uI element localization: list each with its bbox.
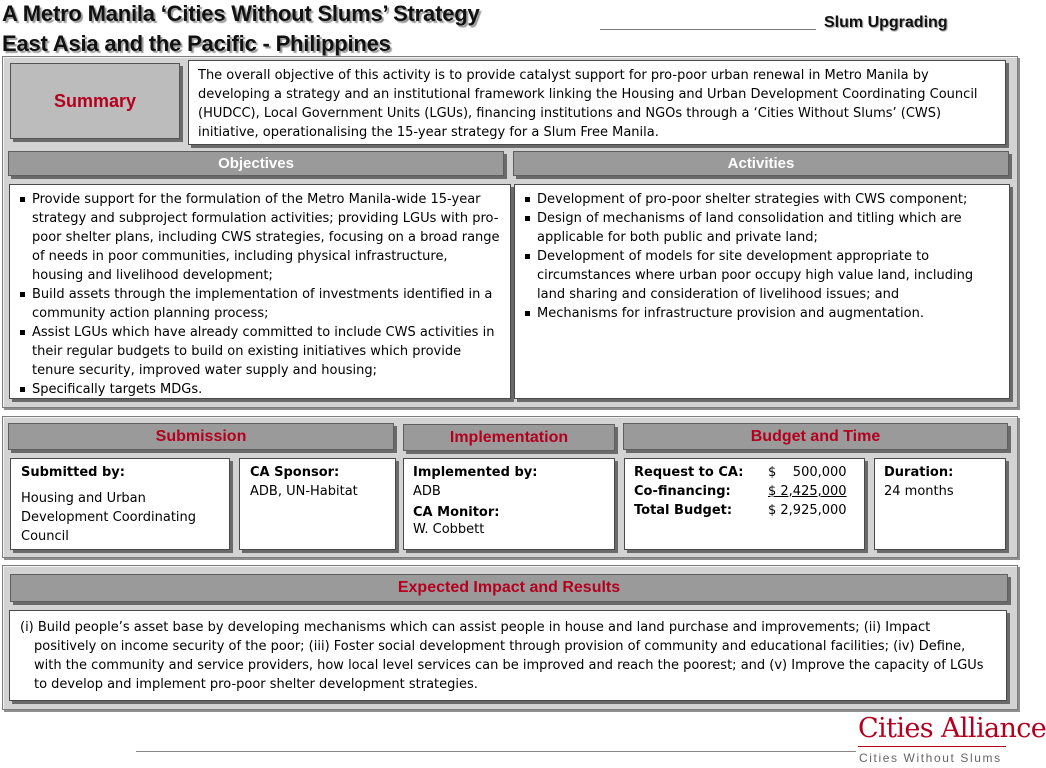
objectives-list (18, 190, 502, 399)
total-row (634, 501, 855, 520)
total-label: Total Budget: (634, 503, 733, 518)
cofinancing-value: $ 2,425,000 (768, 484, 847, 499)
budget-time-header: Budget and Time (623, 423, 1008, 450)
logo-tagline: Cities Without Slums (859, 751, 1002, 765)
activities-list (523, 190, 1001, 323)
objectives-header: Objectives (8, 151, 504, 176)
cities-alliance-logo: Cities Alliance (858, 713, 1046, 744)
submission-header: Submission (8, 423, 394, 450)
duration-label: Duration: (884, 465, 954, 480)
summary-text: The overall objective of this activity is to provide catalyst support for pro-poor urban renewal in Metro Manila by developing a strategy and an institutional framework linking the Housing and Urban Development Coordinating Council (HUDCC), Local Government Units (LGUs), financing institutions and NGOs through a ‘Cities Without Slums’ (CWS) initiative, operationalising the 15-year strategy for a Slum Free Manila. (188, 60, 1006, 145)
list-item: Build assets through the implementation of investments identified in a community action planning process; (18, 285, 502, 323)
implemented-by-label: Implemented by: (413, 465, 538, 480)
category-label: Slum Upgrading (824, 14, 948, 31)
objectives-list-box (9, 184, 511, 399)
cofinancing-row (634, 482, 855, 501)
implemented-by-value: ADB (413, 484, 441, 499)
activities-header: Activities (513, 151, 1009, 176)
list-item: Specifically targets MDGs. (18, 380, 502, 399)
request-value: $ 500,000 (768, 465, 847, 480)
total-value: $ 2,925,000 (768, 503, 847, 518)
list-item: Design of mechanisms of land consolidation and titling which are applicable for both public and private land; (523, 209, 1001, 247)
summary-label: Summary (10, 63, 180, 139)
list-item: Development of models for site development appropriate to circumstances where urban poor occupy high value land, including land sharing and consideration of livelihood issues; and (523, 247, 1001, 304)
cofinancing-label: Co-financing: (634, 484, 731, 499)
footer-divider (136, 751, 856, 752)
sponsor-box (239, 458, 396, 550)
activities-list-box (514, 184, 1010, 399)
duration-value: 24 months (884, 484, 954, 499)
submitted-by-box (10, 458, 230, 550)
request-row (634, 463, 855, 482)
sponsor-value: ADB, UN-Habitat (250, 484, 358, 499)
list-item: Development of pro-poor shelter strategies with CWS component; (523, 190, 1001, 209)
submitted-by-value: Housing and Urban Development Coordinating Council (21, 491, 197, 544)
ca-monitor-label: CA Monitor: (413, 505, 500, 520)
sponsor-label: CA Sponsor: (250, 465, 340, 480)
impact-text (9, 610, 1007, 701)
page-title: A Metro Manila ‘Cities Without Slums’ Strategy (2, 1, 480, 26)
list-item: Provide support for the formulation of the Metro Manila-wide 15-year strategy and subproject formulation activities; providing LGUs with pro-poor shelter plans, including CWS strategies, focusing on a broad range of needs in poor communities, including physical infrastructure, housing and livelihood development; (18, 190, 502, 285)
budget-box (624, 458, 865, 550)
implementation-box (403, 458, 615, 550)
logo-underline (858, 746, 1006, 747)
submitted-by-label: Submitted by: (21, 465, 125, 480)
page-subtitle: East Asia and the Pacific - Philippines (2, 31, 391, 56)
duration-box (874, 458, 1006, 550)
ca-monitor-value: W. Cobbett (413, 522, 485, 537)
impact-header: Expected Impact and Results (10, 574, 1008, 602)
impact-paragraph: (i) Build people’s asset base by developing mechanisms which can assist people in house and land purchase and improvements; (ii) Impact positively on income security of the poor; (iii) Foster social development through provision of community and educational facilities; (iv) Define, with the community and service providers, how local level services can be improved and reach the poorest; and (v) Improve the capacity of LGUs to develop and implement pro-poor shelter development strategies. (20, 620, 984, 692)
title-divider (600, 29, 816, 30)
request-label: Request to CA: (634, 465, 744, 480)
list-item: Assist LGUs which have already committed to include CWS activities in their regular budgets to build on existing initiatives which provide tenure security, improved water supply and housing; (18, 323, 502, 380)
implementation-header: Implementation (403, 424, 615, 451)
list-item: Mechanisms for infrastructure provision and augmentation. (523, 304, 1001, 323)
